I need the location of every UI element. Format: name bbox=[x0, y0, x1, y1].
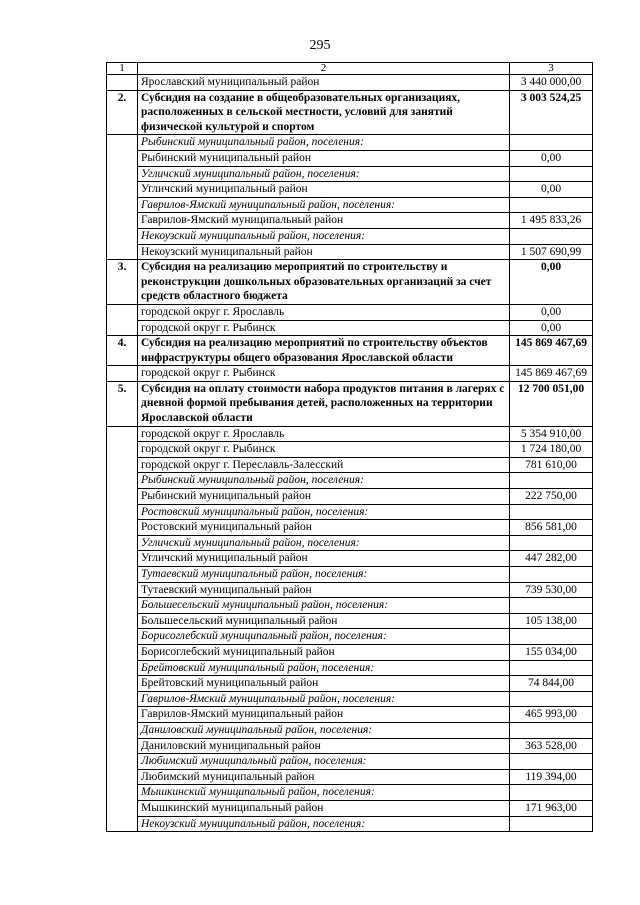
row-number: 5. bbox=[107, 381, 138, 426]
row-description: Большесельский муниципальный район bbox=[138, 613, 510, 629]
row-amount bbox=[510, 228, 593, 244]
row-description: городской округ г. Рыбинск bbox=[138, 366, 510, 382]
table-row bbox=[107, 582, 593, 598]
row-number bbox=[107, 228, 138, 244]
row-number bbox=[107, 366, 138, 382]
row-description: Брейтовский муниципальный район, поселения: bbox=[138, 660, 510, 676]
row-description: Субсидия на реализацию мероприятий по строительству объектов инфраструктуры общего образования Ярославской области bbox=[138, 336, 510, 366]
row-amount: 465 993,00 bbox=[510, 707, 593, 723]
row-number: 2. bbox=[107, 90, 138, 135]
page-number: 295 bbox=[309, 38, 331, 53]
row-number bbox=[107, 442, 138, 458]
table-row bbox=[107, 442, 593, 458]
row-amount: 105 138,00 bbox=[510, 613, 593, 629]
row-amount: 12 700 051,00 bbox=[510, 381, 593, 426]
row-description: Субсидия на создание в общеобразовательных организациях, расположенных в сельской местности, условий для занятий физической культурой и спортом bbox=[138, 90, 510, 135]
row-amount: 856 581,00 bbox=[510, 520, 593, 536]
row-number bbox=[107, 197, 138, 213]
column-header-2: 2 bbox=[138, 63, 510, 75]
group-header-row bbox=[107, 228, 593, 244]
row-description: Ростовский муниципальный район, поселения: bbox=[138, 504, 510, 520]
table-row bbox=[107, 304, 593, 320]
row-amount: 781 610,00 bbox=[510, 457, 593, 473]
row-number bbox=[107, 551, 138, 567]
row-amount: 155 034,00 bbox=[510, 644, 593, 660]
row-number bbox=[107, 304, 138, 320]
table-row bbox=[107, 551, 593, 567]
group-header-row bbox=[107, 535, 593, 551]
column-header-1: 1 bbox=[107, 63, 138, 75]
row-number bbox=[107, 567, 138, 583]
row-number bbox=[107, 800, 138, 816]
row-number bbox=[107, 426, 138, 442]
row-description: Гаврилов-Ямский муниципальный район bbox=[138, 707, 510, 723]
row-amount bbox=[510, 135, 593, 151]
row-number bbox=[107, 244, 138, 260]
row-number bbox=[107, 473, 138, 489]
row-amount: 3 440 000,00 bbox=[510, 75, 593, 91]
row-number bbox=[107, 457, 138, 473]
group-header-row bbox=[107, 816, 593, 832]
row-amount: 0,00 bbox=[510, 260, 593, 305]
row-description: Угличский муниципальный район, поселения: bbox=[138, 166, 510, 182]
row-number bbox=[107, 520, 138, 536]
row-description: Рыбинский муниципальный район, поселения: bbox=[138, 473, 510, 489]
row-number bbox=[107, 676, 138, 692]
row-amount: 171 963,00 bbox=[510, 800, 593, 816]
row-number bbox=[107, 582, 138, 598]
row-amount bbox=[510, 785, 593, 801]
row-amount: 0,00 bbox=[510, 304, 593, 320]
group-header-row bbox=[107, 754, 593, 770]
group-header-row bbox=[107, 722, 593, 738]
row-number bbox=[107, 644, 138, 660]
row-description: Некоузский муниципальный район, поселения: bbox=[138, 816, 510, 832]
row-description: Брейтовский муниципальный район bbox=[138, 676, 510, 692]
table-row bbox=[107, 244, 593, 260]
row-description: Некоузский муниципальный район, поселения: bbox=[138, 228, 510, 244]
row-amount bbox=[510, 473, 593, 489]
group-header-row bbox=[107, 135, 593, 151]
row-amount: 0,00 bbox=[510, 182, 593, 198]
table-row bbox=[107, 613, 593, 629]
row-amount: 3 003 524,25 bbox=[510, 90, 593, 135]
row-amount: 74 844,00 bbox=[510, 676, 593, 692]
row-amount bbox=[510, 197, 593, 213]
group-header-row bbox=[107, 567, 593, 583]
row-number bbox=[107, 598, 138, 614]
table-body bbox=[107, 63, 593, 832]
row-number bbox=[107, 182, 138, 198]
group-header-row bbox=[107, 197, 593, 213]
row-number bbox=[107, 75, 138, 91]
row-amount bbox=[510, 754, 593, 770]
row-description: Даниловский муниципальный район, поселения: bbox=[138, 722, 510, 738]
row-number bbox=[107, 738, 138, 754]
subsidy-table bbox=[106, 62, 593, 832]
row-amount: 0,00 bbox=[510, 320, 593, 336]
table-row bbox=[107, 800, 593, 816]
row-number bbox=[107, 722, 138, 738]
table-row bbox=[107, 366, 593, 382]
group-header-row bbox=[107, 598, 593, 614]
row-number bbox=[107, 707, 138, 723]
row-description: городской округ г. Рыбинск bbox=[138, 320, 510, 336]
row-amount: 1 724 180,00 bbox=[510, 442, 593, 458]
row-description: Тутаевский муниципальный район, поселения: bbox=[138, 567, 510, 583]
row-number bbox=[107, 504, 138, 520]
row-description: Субсидия на оплату стоимости набора продуктов питания в лагерях с дневной формой пребывания детей, расположенных на территории Ярославской области bbox=[138, 381, 510, 426]
table-row bbox=[107, 320, 593, 336]
row-description: Гаврилов-Ямский муниципальный район bbox=[138, 213, 510, 229]
subsidy-row bbox=[107, 90, 593, 135]
row-amount: 1 495 833,26 bbox=[510, 213, 593, 229]
row-number bbox=[107, 660, 138, 676]
row-description: Мышкинский муниципальный район, поселения: bbox=[138, 785, 510, 801]
group-header-row bbox=[107, 504, 593, 520]
table-row bbox=[107, 676, 593, 692]
row-number bbox=[107, 613, 138, 629]
row-amount: 739 530,00 bbox=[510, 582, 593, 598]
row-number: 4. bbox=[107, 336, 138, 366]
row-number bbox=[107, 629, 138, 645]
row-description: Мышкинский муниципальный район bbox=[138, 800, 510, 816]
group-header-row bbox=[107, 785, 593, 801]
table-row bbox=[107, 213, 593, 229]
row-number bbox=[107, 754, 138, 770]
row-amount bbox=[510, 691, 593, 707]
group-header-row bbox=[107, 473, 593, 489]
row-amount bbox=[510, 166, 593, 182]
row-number bbox=[107, 489, 138, 505]
row-description: Угличский муниципальный район, поселения: bbox=[138, 535, 510, 551]
row-number bbox=[107, 320, 138, 336]
table-row bbox=[107, 150, 593, 166]
row-description: Рыбинский муниципальный район bbox=[138, 489, 510, 505]
row-number bbox=[107, 135, 138, 151]
row-amount bbox=[510, 660, 593, 676]
row-amount bbox=[510, 722, 593, 738]
row-description: Борисоглебский муниципальный район, поселения: bbox=[138, 629, 510, 645]
row-amount: 5 354 910,00 bbox=[510, 426, 593, 442]
subsidy-row bbox=[107, 260, 593, 305]
row-amount: 222 750,00 bbox=[510, 489, 593, 505]
row-description: городской округ г. Ярославль bbox=[138, 304, 510, 320]
row-amount: 145 869 467,69 bbox=[510, 336, 593, 366]
row-description: Тутаевский муниципальный район bbox=[138, 582, 510, 598]
row-description: городской округ г. Рыбинск bbox=[138, 442, 510, 458]
row-description: Угличский муниципальный район bbox=[138, 551, 510, 567]
table-row bbox=[107, 75, 593, 91]
row-description: Гаврилов-Ямский муниципальный район, поселения: bbox=[138, 691, 510, 707]
row-number bbox=[107, 166, 138, 182]
row-description: Гаврилов-Ямский муниципальный район, поселения: bbox=[138, 197, 510, 213]
row-amount: 447 282,00 bbox=[510, 551, 593, 567]
row-amount: 363 528,00 bbox=[510, 738, 593, 754]
row-description: Рыбинский муниципальный район, поселения: bbox=[138, 135, 510, 151]
row-description: Большесельский муниципальный район, поселения: bbox=[138, 598, 510, 614]
row-description: городской округ г. Переславль-Залесский bbox=[138, 457, 510, 473]
group-header-row bbox=[107, 691, 593, 707]
subsidy-row bbox=[107, 381, 593, 426]
row-description: Ростовский муниципальный район bbox=[138, 520, 510, 536]
subsidy-row bbox=[107, 336, 593, 366]
row-amount bbox=[510, 567, 593, 583]
row-number bbox=[107, 769, 138, 785]
table-row bbox=[107, 426, 593, 442]
row-number bbox=[107, 535, 138, 551]
row-description: Угличский муниципальный район bbox=[138, 182, 510, 198]
row-number bbox=[107, 213, 138, 229]
column-header-3: 3 bbox=[510, 63, 593, 75]
row-description: Любимский муниципальный район, поселения: bbox=[138, 754, 510, 770]
table-row bbox=[107, 738, 593, 754]
row-description: Даниловский муниципальный район bbox=[138, 738, 510, 754]
group-header-row bbox=[107, 166, 593, 182]
row-number: 3. bbox=[107, 260, 138, 305]
table-row bbox=[107, 489, 593, 505]
table-row bbox=[107, 644, 593, 660]
table-row bbox=[107, 520, 593, 536]
row-amount bbox=[510, 504, 593, 520]
column-header-row bbox=[107, 63, 593, 75]
row-number bbox=[107, 150, 138, 166]
row-amount: 119 394,00 bbox=[510, 769, 593, 785]
row-amount bbox=[510, 629, 593, 645]
row-description: Борисоглебский муниципальный район bbox=[138, 644, 510, 660]
row-description: Субсидия на реализацию мероприятий по строительству и реконструкции дошкольных образовательных организаций за счет средств областного бюджета bbox=[138, 260, 510, 305]
table-row bbox=[107, 182, 593, 198]
row-number bbox=[107, 785, 138, 801]
group-header-row bbox=[107, 629, 593, 645]
row-amount: 0,00 bbox=[510, 150, 593, 166]
row-description: Любимский муниципальный район bbox=[138, 769, 510, 785]
table-row bbox=[107, 769, 593, 785]
row-amount: 1 507 690,99 bbox=[510, 244, 593, 260]
row-amount bbox=[510, 598, 593, 614]
group-header-row bbox=[107, 660, 593, 676]
row-description: городской округ г. Ярославль bbox=[138, 426, 510, 442]
row-description: Рыбинский муниципальный район bbox=[138, 150, 510, 166]
row-description: Ярославский муниципальный район bbox=[138, 75, 510, 91]
table-row bbox=[107, 707, 593, 723]
row-amount bbox=[510, 535, 593, 551]
row-amount bbox=[510, 816, 593, 832]
row-description: Некоузский муниципальный район bbox=[138, 244, 510, 260]
row-amount: 145 869 467,69 bbox=[510, 366, 593, 382]
row-number bbox=[107, 816, 138, 832]
table-row bbox=[107, 457, 593, 473]
row-number bbox=[107, 691, 138, 707]
